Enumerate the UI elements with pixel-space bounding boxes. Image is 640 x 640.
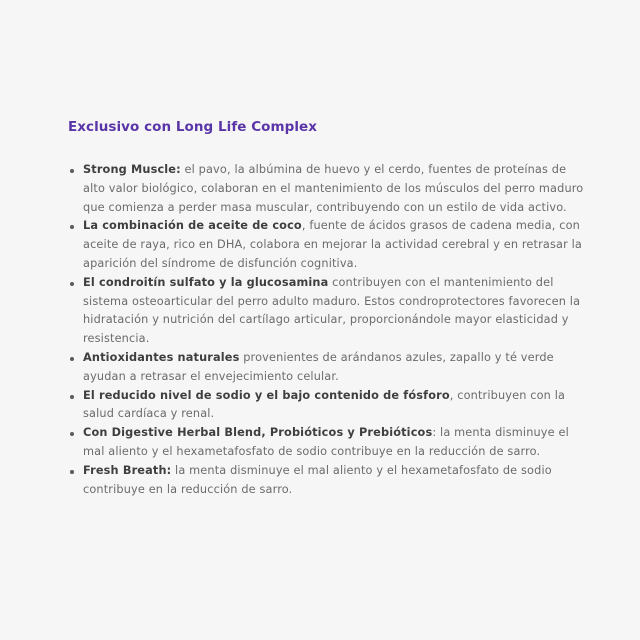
benefit-item-antioxidants	[68, 349, 588, 387]
benefit-label: Antioxidantes naturales	[83, 350, 240, 364]
benefit-item-sodium-phosphorus	[68, 387, 588, 425]
benefits-list	[68, 161, 588, 499]
benefit-text: el pavo, la albúmina de huevo y el cerdo, fuentes de proteínas de alto valor biológico, colaboran en el mantenimiento de los músculos del perro maduro que comienza a perder masa muscular, contribuyendo con un estilo de vida activo.	[83, 163, 584, 214]
benefit-label: El condroitín sulfato y la glucosamina	[83, 275, 329, 289]
benefit-text: , contribuyen con la salud cardíaca y renal.	[83, 388, 566, 421]
benefit-text: , fuente de ácidos grasos de cadena media, con aceite de raya, rico en DHA, colabora en mejorar la actividad cerebral y en retrasar la aparición del síndrome de disfunción cognitiva.	[83, 219, 582, 270]
benefit-item-digestive-blend	[68, 424, 588, 462]
benefit-label: Con Digestive Herbal Blend, Probióticos y Prebióticos	[83, 426, 433, 440]
section-title: Exclusivo con Long Life Complex	[68, 119, 317, 135]
benefit-item-chondroitin	[68, 274, 588, 349]
benefit-text: contribuyen con el mantenimiento del sistema osteoarticular del perro adulto maduro. Estos condroprotectores favorecen la hidratación y nutrición del cartílago articular, proporcionándole mayor elasticidad y resistencia.	[83, 275, 581, 346]
benefit-item-fresh-breath	[68, 462, 588, 500]
benefit-item-coconut-oil	[68, 217, 588, 273]
benefit-text: : la menta disminuye el mal aliento y el hexametafosfato de sodio contribuye en la reducción de sarro.	[83, 426, 569, 458]
benefit-item-strong-muscle	[68, 161, 588, 217]
benefit-label: Strong Muscle:	[83, 163, 181, 176]
benefit-text: la menta disminuye el mal aliento y el hexametafosfato de sodio contribuye en la reducción de sarro.	[83, 463, 552, 496]
benefit-label: Fresh Breath:	[83, 463, 172, 477]
benefit-label: El reducido nivel de sodio y el bajo contenido de fósforo	[83, 388, 450, 402]
benefit-label: La combinación de aceite de coco	[83, 219, 302, 233]
benefit-text: provenientes de arándanos azules, zapallo y té verde ayudan a retrasar el envejecimiento celular.	[83, 350, 554, 383]
